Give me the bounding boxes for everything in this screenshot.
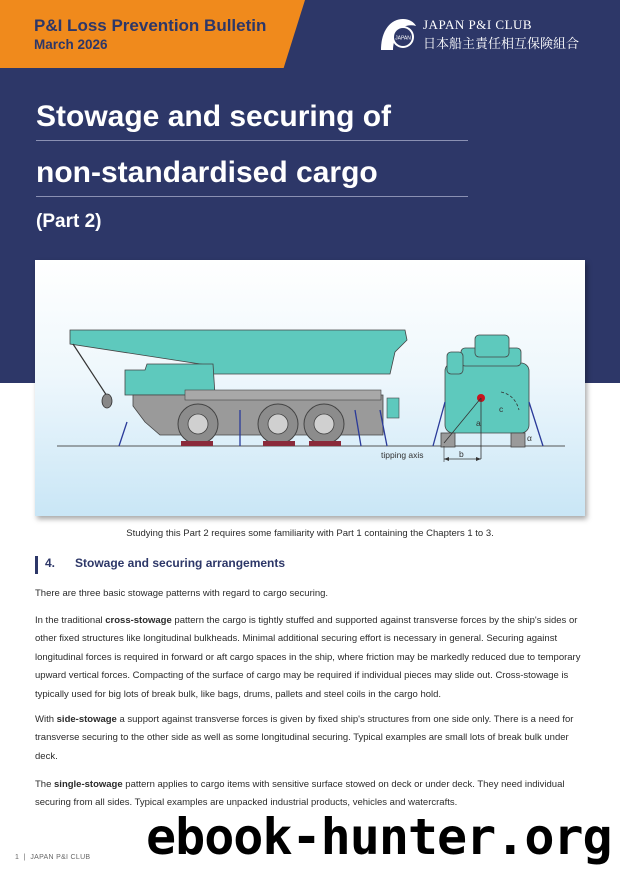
label-a: a: [476, 418, 481, 428]
crane-illustration: [35, 260, 585, 516]
p2-lead: In the traditional: [35, 615, 106, 626]
footer-org: JAPAN P&I CLUB: [30, 854, 91, 861]
p4-body: pattern applies to cargo items with sensitive surface stowed on deck or under deck. They need individual securing from all sides. Typical examples are unpacked industrial products, vehicles and watercrafts.: [35, 779, 565, 809]
paragraph-side-stowage: [35, 711, 585, 766]
bulletin-title: P&I Loss Prevention Bulletin: [34, 16, 267, 35]
watermark-text: ebook-hunter.org: [146, 808, 612, 866]
end-view-wheel-right: [511, 433, 525, 447]
term-single-stowage: single-stowage: [54, 779, 123, 790]
crane-chassis: [133, 395, 383, 435]
page-number: 1: [15, 854, 20, 861]
title-rule-2: [36, 196, 468, 197]
term-side-stowage: side-stowage: [56, 714, 117, 725]
p3-body: a support against transverse forces is given by fixed ship's structures from one side only. There is a need for transverse securing to the other side as well as some longitudinal securing. Typical examples are small lots of break bulk under deck.: [35, 714, 574, 762]
section-heading: [35, 556, 285, 574]
label-alpha: α: [527, 433, 532, 443]
rear-block: [387, 398, 399, 418]
label-b: b: [459, 449, 464, 459]
label-c: c: [499, 404, 504, 414]
label-tipping-axis: tipping axis: [381, 450, 424, 460]
club-logo[interactable]: [379, 16, 589, 52]
part-label: (Part 2): [36, 211, 102, 232]
page-footer: 1 | JAPAN P&I CLUB: [15, 854, 91, 861]
crane-boom: [70, 330, 407, 374]
boom-hook: [102, 394, 112, 408]
page-title-line-2: non-standardised cargo: [36, 156, 378, 189]
end-view-roof: [475, 335, 509, 357]
bulletin-date: March 2026: [34, 37, 108, 52]
p2-body: pattern the cargo is tightly stuffed and supported against transverse forces by the ship's sides or other fixed structures like longitudinal bulkheads. Minimal additional securing effort is necessary in general. Securing against longitudinal forces is required in forward or aft cargo spaces in the ship, where friction may be markedly reduced due to temporary upward vertical forces. Compacting of the surface of cargo may be required if individual pieces may slide out. Cross-stowage is typically used for big lots of break bulk, like bags, drums, pallets and steel coils in the cargo hold.: [35, 615, 581, 700]
paragraph-intro-text: There are three basic stowage patterns with regard to cargo securing.: [35, 588, 329, 599]
logo-mark-text: JAPAN: [395, 35, 411, 42]
end-view-wheel-left: [441, 433, 455, 447]
section-number: 4.: [45, 556, 56, 570]
paragraph-cross-stowage: [35, 612, 585, 704]
chassis-deck: [185, 390, 381, 400]
cargo-diagram: [35, 260, 585, 516]
p3-lead: With: [35, 714, 57, 725]
term-cross-stowage: cross-stowage: [105, 615, 172, 626]
boom-cable: [73, 344, 107, 396]
logo-text-en: JAPAN P&I CLUB: [423, 17, 533, 32]
paragraph-intro: [35, 585, 585, 603]
title-rule-1: [36, 140, 468, 141]
figure-caption: Studying this Part 2 requires some familiarity with Part 1 containing the Chapters 1 to 3.: [126, 528, 494, 539]
section-title: Stowage and securing arrangements: [75, 556, 286, 570]
page-title-line-1: Stowage and securing of: [36, 100, 392, 133]
dunnage-pads: [181, 441, 341, 446]
end-view-mirror: [447, 352, 463, 374]
club-logo-mark: [379, 16, 417, 52]
p4-lead: The: [35, 779, 55, 790]
logo-text-jp: 日本船主責任相互保険組合: [423, 37, 580, 52]
